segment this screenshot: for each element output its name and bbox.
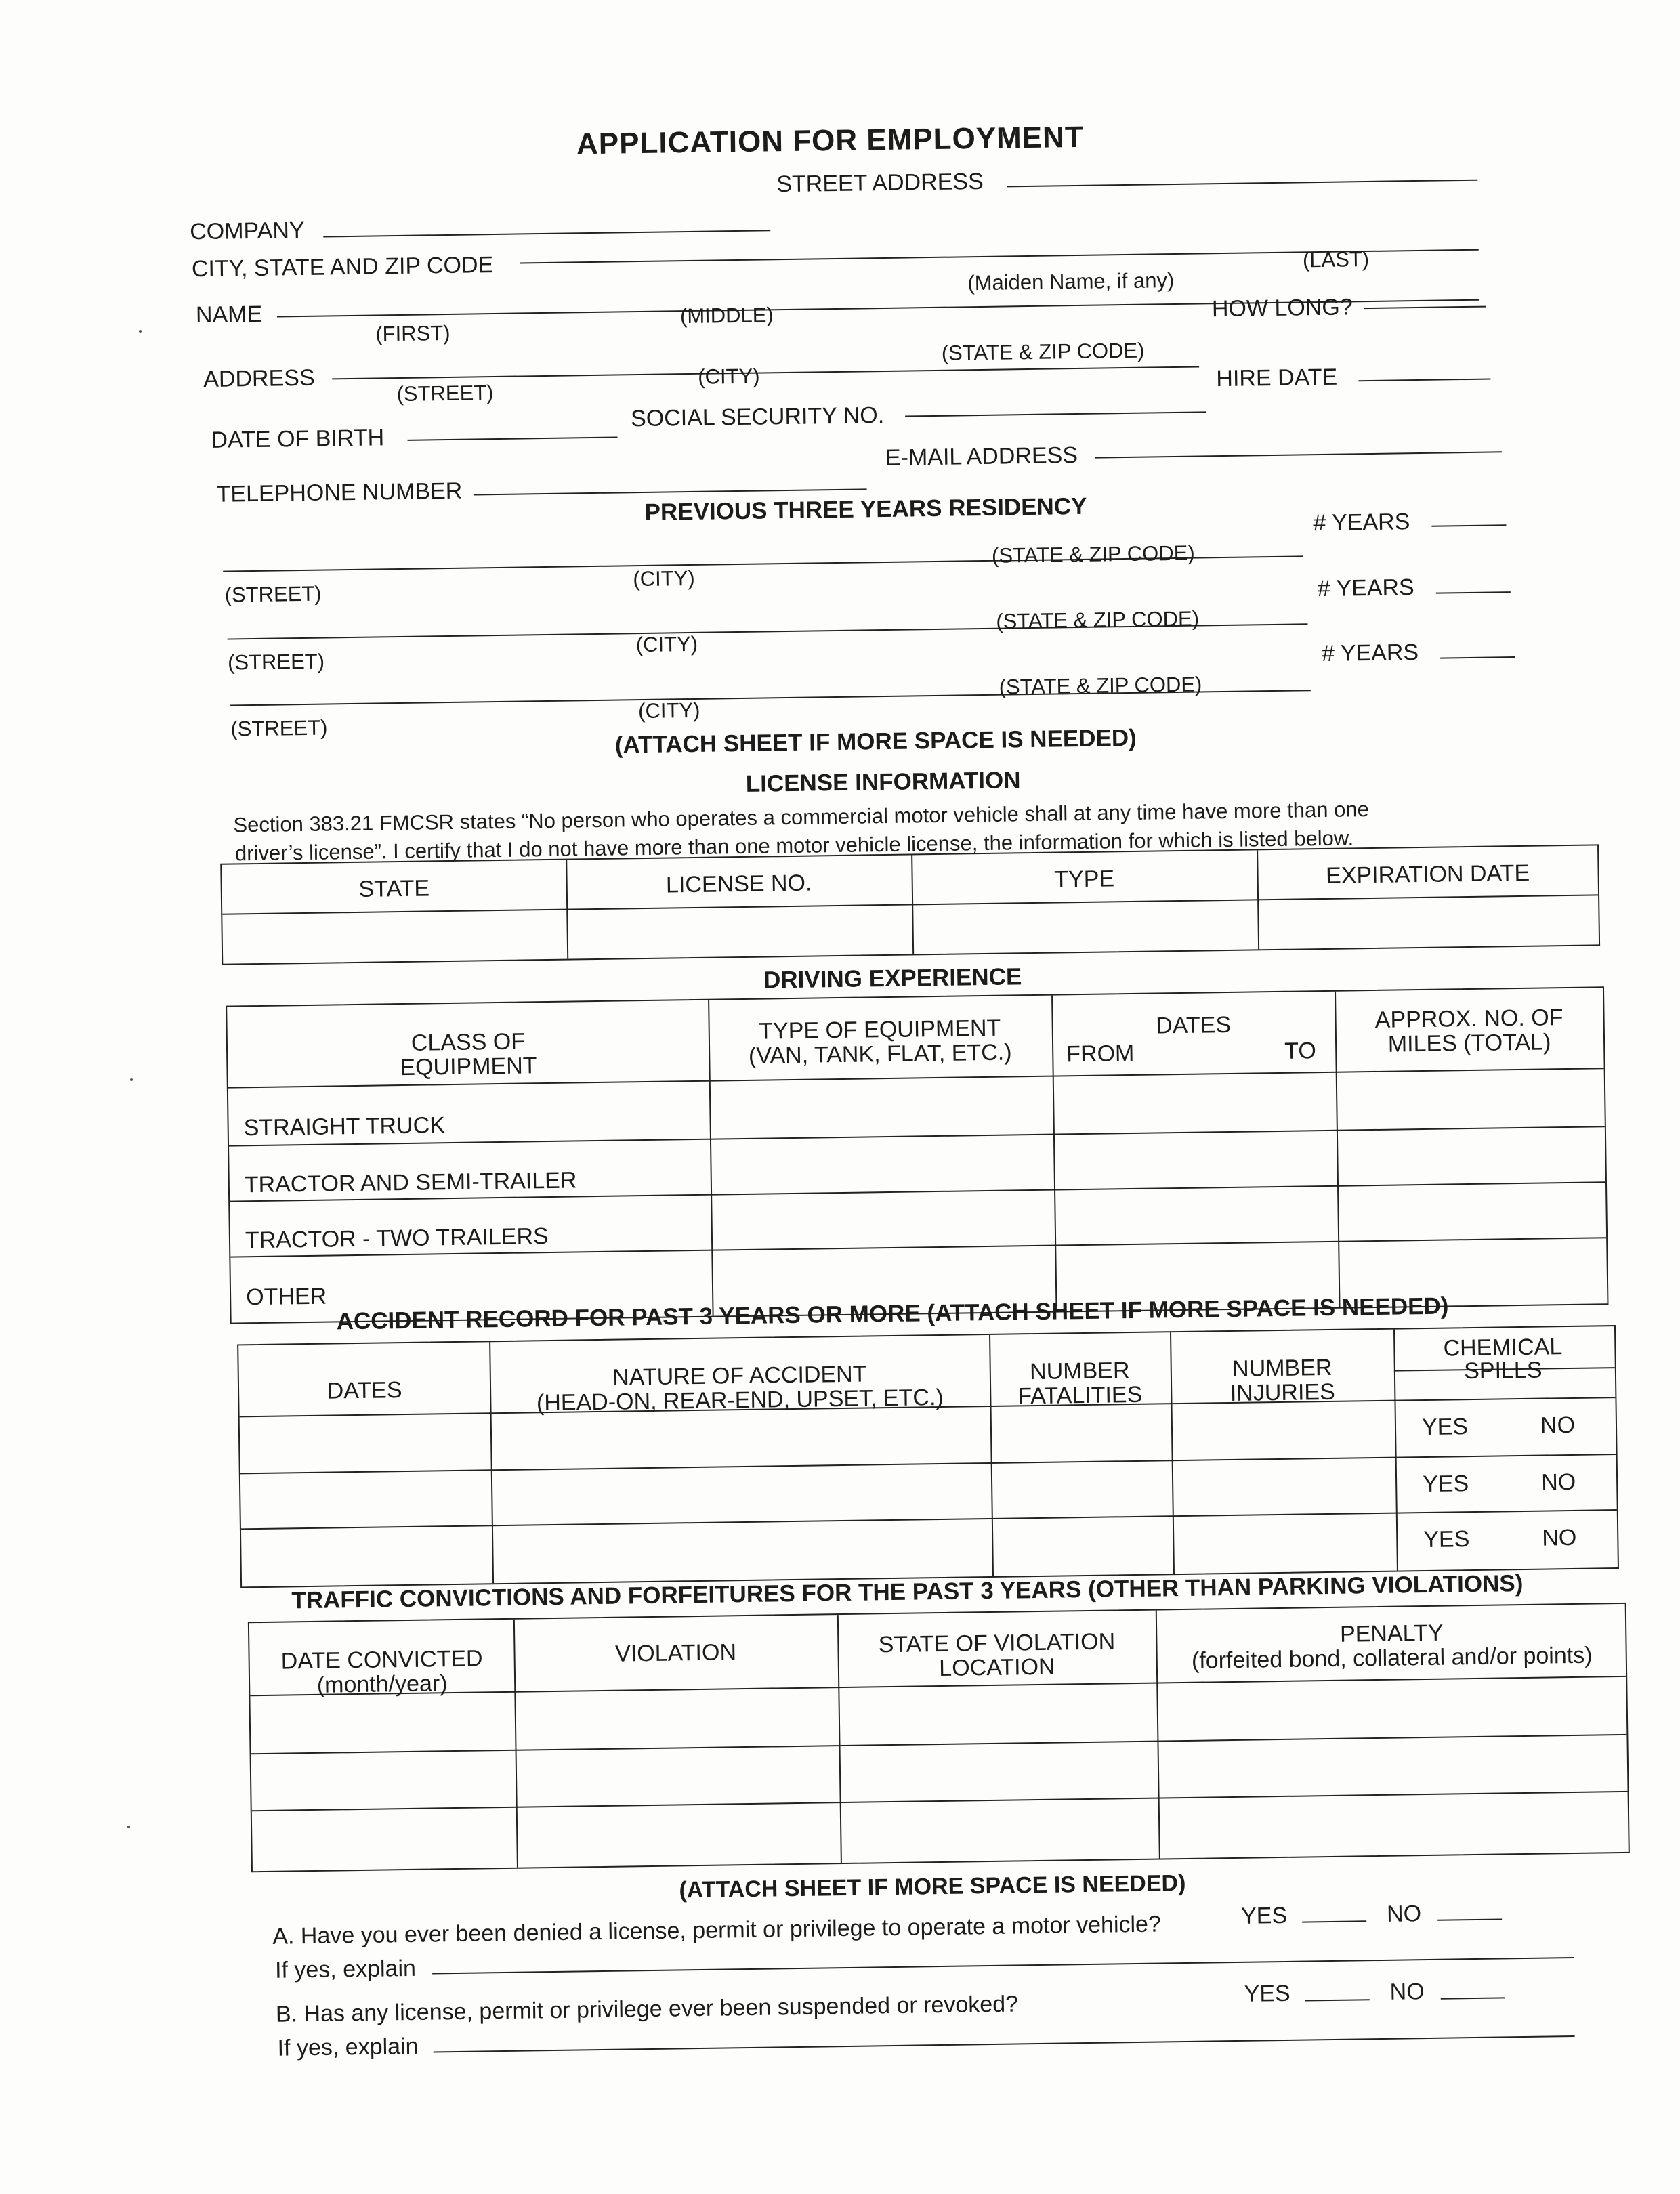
name-label: NAME xyxy=(195,301,263,329)
traffic-col-penalty-1: PENALTY xyxy=(1339,1620,1444,1647)
dob-line[interactable] xyxy=(408,436,618,440)
telephone-label: TELEPHONE NUMBER xyxy=(216,478,463,507)
traffic-heading: TRAFFIC CONVICTIONS AND FORFEITURES FOR THE PAST 3 YEARS (OTHER THAN PARKING VIOLATIONS) xyxy=(291,1569,1524,1614)
driving-heading: DRIVING EXPERIENCE xyxy=(763,963,1022,994)
accident-col-nature-2: (HEAD-ON, REAR-END, UPSET, ETC.) xyxy=(536,1384,944,1416)
question-a-explain-line[interactable] xyxy=(432,1957,1574,1975)
residency-1-years-label: # YEARS xyxy=(1313,509,1410,536)
question-a-yes-label: YES xyxy=(1240,1902,1288,1929)
scan-speck xyxy=(127,1826,130,1828)
driving-row-straight-truck: STRAIGHT TRUCK xyxy=(243,1112,446,1141)
driving-row-tractor-two: TRACTOR - TWO TRAILERS xyxy=(245,1223,549,1254)
residency-3-state-zip-caption: (STATE & ZIP CODE) xyxy=(999,672,1202,699)
address-street-caption: (STREET) xyxy=(396,381,494,406)
accident-row3-no[interactable]: NO xyxy=(1542,1524,1577,1551)
residency-2-city-caption: (CITY) xyxy=(635,631,698,657)
accident-table xyxy=(237,1325,1619,1588)
driving-row-tractor-semi: TRACTOR AND SEMI-TRAILER xyxy=(244,1167,577,1198)
maiden-caption: (Maiden Name, if any) xyxy=(967,268,1175,295)
accident-row2-yes[interactable]: YES xyxy=(1422,1471,1469,1498)
street-address-line[interactable] xyxy=(1007,180,1477,188)
accident-heading: ACCIDENT RECORD FOR PAST 3 YEARS OR MORE (ATTACH SHEET IF MORE SPACE IS NEEDED) xyxy=(336,1292,1449,1335)
residency-3-years-label: # YEARS xyxy=(1321,639,1419,667)
question-b: B. Has any license, permit or privilege ever been suspended or revoked? xyxy=(275,1991,1019,2027)
traffic-col-state-2: LOCATION xyxy=(939,1653,1055,1682)
question-a-no-line[interactable] xyxy=(1437,1918,1502,1920)
street-address-label: STREET ADDRESS xyxy=(776,168,984,198)
driving-col-type-2: (VAN, TANK, FLAT, ETC.) xyxy=(748,1039,1012,1069)
traffic-col-date-1: DATE CONVICTED xyxy=(280,1645,483,1674)
accident-col-dates: DATES xyxy=(327,1377,402,1404)
license-col-type: TYPE xyxy=(1053,866,1115,893)
question-a-no-label: NO xyxy=(1386,1901,1422,1927)
driving-col-class-1: CLASS OF xyxy=(411,1028,526,1056)
hire-date-label: HIRE DATE xyxy=(1216,364,1338,392)
question-b-no-line[interactable] xyxy=(1441,1997,1505,1999)
driving-col-miles-1: APPROX. NO. OF xyxy=(1374,1005,1563,1033)
address-line[interactable] xyxy=(332,366,1199,379)
residency-heading: PREVIOUS THREE YEARS RESIDENCY xyxy=(644,492,1087,526)
license-col-number: LICENSE NO. xyxy=(665,870,812,898)
middle-caption: (MIDDLE) xyxy=(679,303,774,329)
residency-attach-note: (ATTACH SHEET IF MORE SPACE IS NEEDED) xyxy=(614,724,1137,759)
driving-table xyxy=(226,986,1608,1324)
driving-col-miles-2: MILES (TOTAL) xyxy=(1387,1029,1551,1057)
question-b-yes-line[interactable] xyxy=(1305,1999,1370,2001)
accident-col-injuries-2: INJURIES xyxy=(1230,1378,1335,1407)
license-statement-line1: Section 383.21 FMCSR states “No person who operates a commercial motor vehicle shall at any time have more than one xyxy=(233,797,1370,837)
residency-3-city-caption: (CITY) xyxy=(637,698,700,723)
how-long-label: HOW LONG? xyxy=(1211,294,1353,322)
accident-row3-yes[interactable]: YES xyxy=(1423,1526,1470,1553)
driving-col-from: FROM xyxy=(1066,1040,1135,1068)
scan-speck xyxy=(130,1078,133,1081)
accident-col-fatalities-2: FATALITIES xyxy=(1017,1381,1143,1410)
residency-1-years-line[interactable] xyxy=(1431,524,1506,527)
driving-col-class-2: EQUIPMENT xyxy=(400,1053,537,1081)
last-caption: (LAST) xyxy=(1302,247,1370,272)
first-caption: (FIRST) xyxy=(375,320,450,346)
ssn-label: SOCIAL SECURITY NO. xyxy=(630,402,885,432)
accident-row2-no[interactable]: NO xyxy=(1540,1469,1576,1496)
residency-2-street-caption: (STREET) xyxy=(227,649,325,675)
residency-1-street-caption: (STREET) xyxy=(224,581,322,607)
traffic-table xyxy=(248,1603,1630,1872)
driving-row-other: OTHER xyxy=(245,1283,327,1311)
question-b-explain-label: If yes, explain xyxy=(277,2033,419,2061)
residency-2-years-line[interactable] xyxy=(1436,591,1511,594)
question-b-yes-label: YES xyxy=(1244,1980,1290,2007)
accident-col-chemical-1: CHEMICAL xyxy=(1443,1334,1563,1362)
license-col-state: STATE xyxy=(358,875,430,902)
accident-col-chemical-2: SPILLS xyxy=(1463,1357,1542,1385)
residency-1-city-caption: (CITY) xyxy=(633,566,695,591)
question-b-no-label: NO xyxy=(1389,1979,1425,2005)
question-a: A. Have you ever been denied a license, permit or privilege to operate a motor vehicle? xyxy=(272,1911,1162,1949)
scan-speck xyxy=(139,330,142,333)
license-col-expiration: EXPIRATION DATE xyxy=(1325,860,1530,889)
traffic-col-violation: VIOLATION xyxy=(614,1639,737,1667)
accident-row1-yes[interactable]: YES xyxy=(1421,1414,1469,1441)
email-line[interactable] xyxy=(1095,451,1502,458)
accident-col-fatalities-1: NUMBER xyxy=(1029,1357,1130,1385)
hire-date-line[interactable] xyxy=(1358,378,1490,381)
accident-row1-no[interactable]: NO xyxy=(1540,1412,1576,1439)
accident-col-nature-1: NATURE OF ACCIDENT xyxy=(612,1361,867,1391)
address-label: ADDRESS xyxy=(203,364,315,393)
company-line[interactable] xyxy=(323,230,770,237)
license-statement-line2: driver’s license”. I certify that I do not have more than one motor vehicle license, the information for which is listed below. xyxy=(234,826,1354,866)
traffic-attach-note: (ATTACH SHEET IF MORE SPACE IS NEEDED) xyxy=(679,1870,1186,1903)
question-a-yes-line[interactable] xyxy=(1302,1920,1366,1922)
traffic-col-state-1: STATE OF VIOLATION xyxy=(878,1628,1116,1658)
license-table xyxy=(220,844,1600,965)
accident-col-injuries-1: NUMBER xyxy=(1232,1354,1332,1382)
residency-2-years-label: # YEARS xyxy=(1317,574,1414,602)
email-label: E-MAIL ADDRESS xyxy=(885,442,1078,471)
question-b-explain-line[interactable] xyxy=(434,2035,1575,2053)
license-heading: LICENSE INFORMATION xyxy=(745,767,1021,797)
residency-1-state-zip-caption: (STATE & ZIP CODE) xyxy=(991,541,1195,568)
question-a-explain-label: If yes, explain xyxy=(274,1955,417,1983)
ssn-line[interactable] xyxy=(905,411,1206,417)
traffic-col-date-2: (month/year) xyxy=(316,1670,448,1698)
company-label: COMPANY xyxy=(189,217,305,245)
page-title: APPLICATION FOR EMPLOYMENT xyxy=(576,120,1085,161)
driving-col-type-1: TYPE OF EQUIPMENT xyxy=(758,1015,1001,1045)
address-state-zip-caption: (STATE & ZIP CODE) xyxy=(941,338,1145,365)
dob-label: DATE OF BIRTH xyxy=(211,425,385,453)
traffic-col-penalty-2: (forfeited bond, collateral and/or points) xyxy=(1191,1642,1593,1674)
residency-2-state-zip-caption: (STATE & ZIP CODE) xyxy=(996,606,1200,633)
city-state-zip-label: CITY, STATE AND ZIP CODE xyxy=(191,252,494,282)
telephone-line[interactable] xyxy=(474,488,867,495)
address-city-caption: (CITY) xyxy=(698,364,760,389)
driving-col-dates: DATES xyxy=(1156,1011,1232,1039)
how-long-line[interactable] xyxy=(1364,306,1486,310)
residency-3-years-line[interactable] xyxy=(1440,656,1515,659)
residency-3-street-caption: (STREET) xyxy=(230,715,328,741)
driving-col-to: TO xyxy=(1284,1038,1317,1064)
